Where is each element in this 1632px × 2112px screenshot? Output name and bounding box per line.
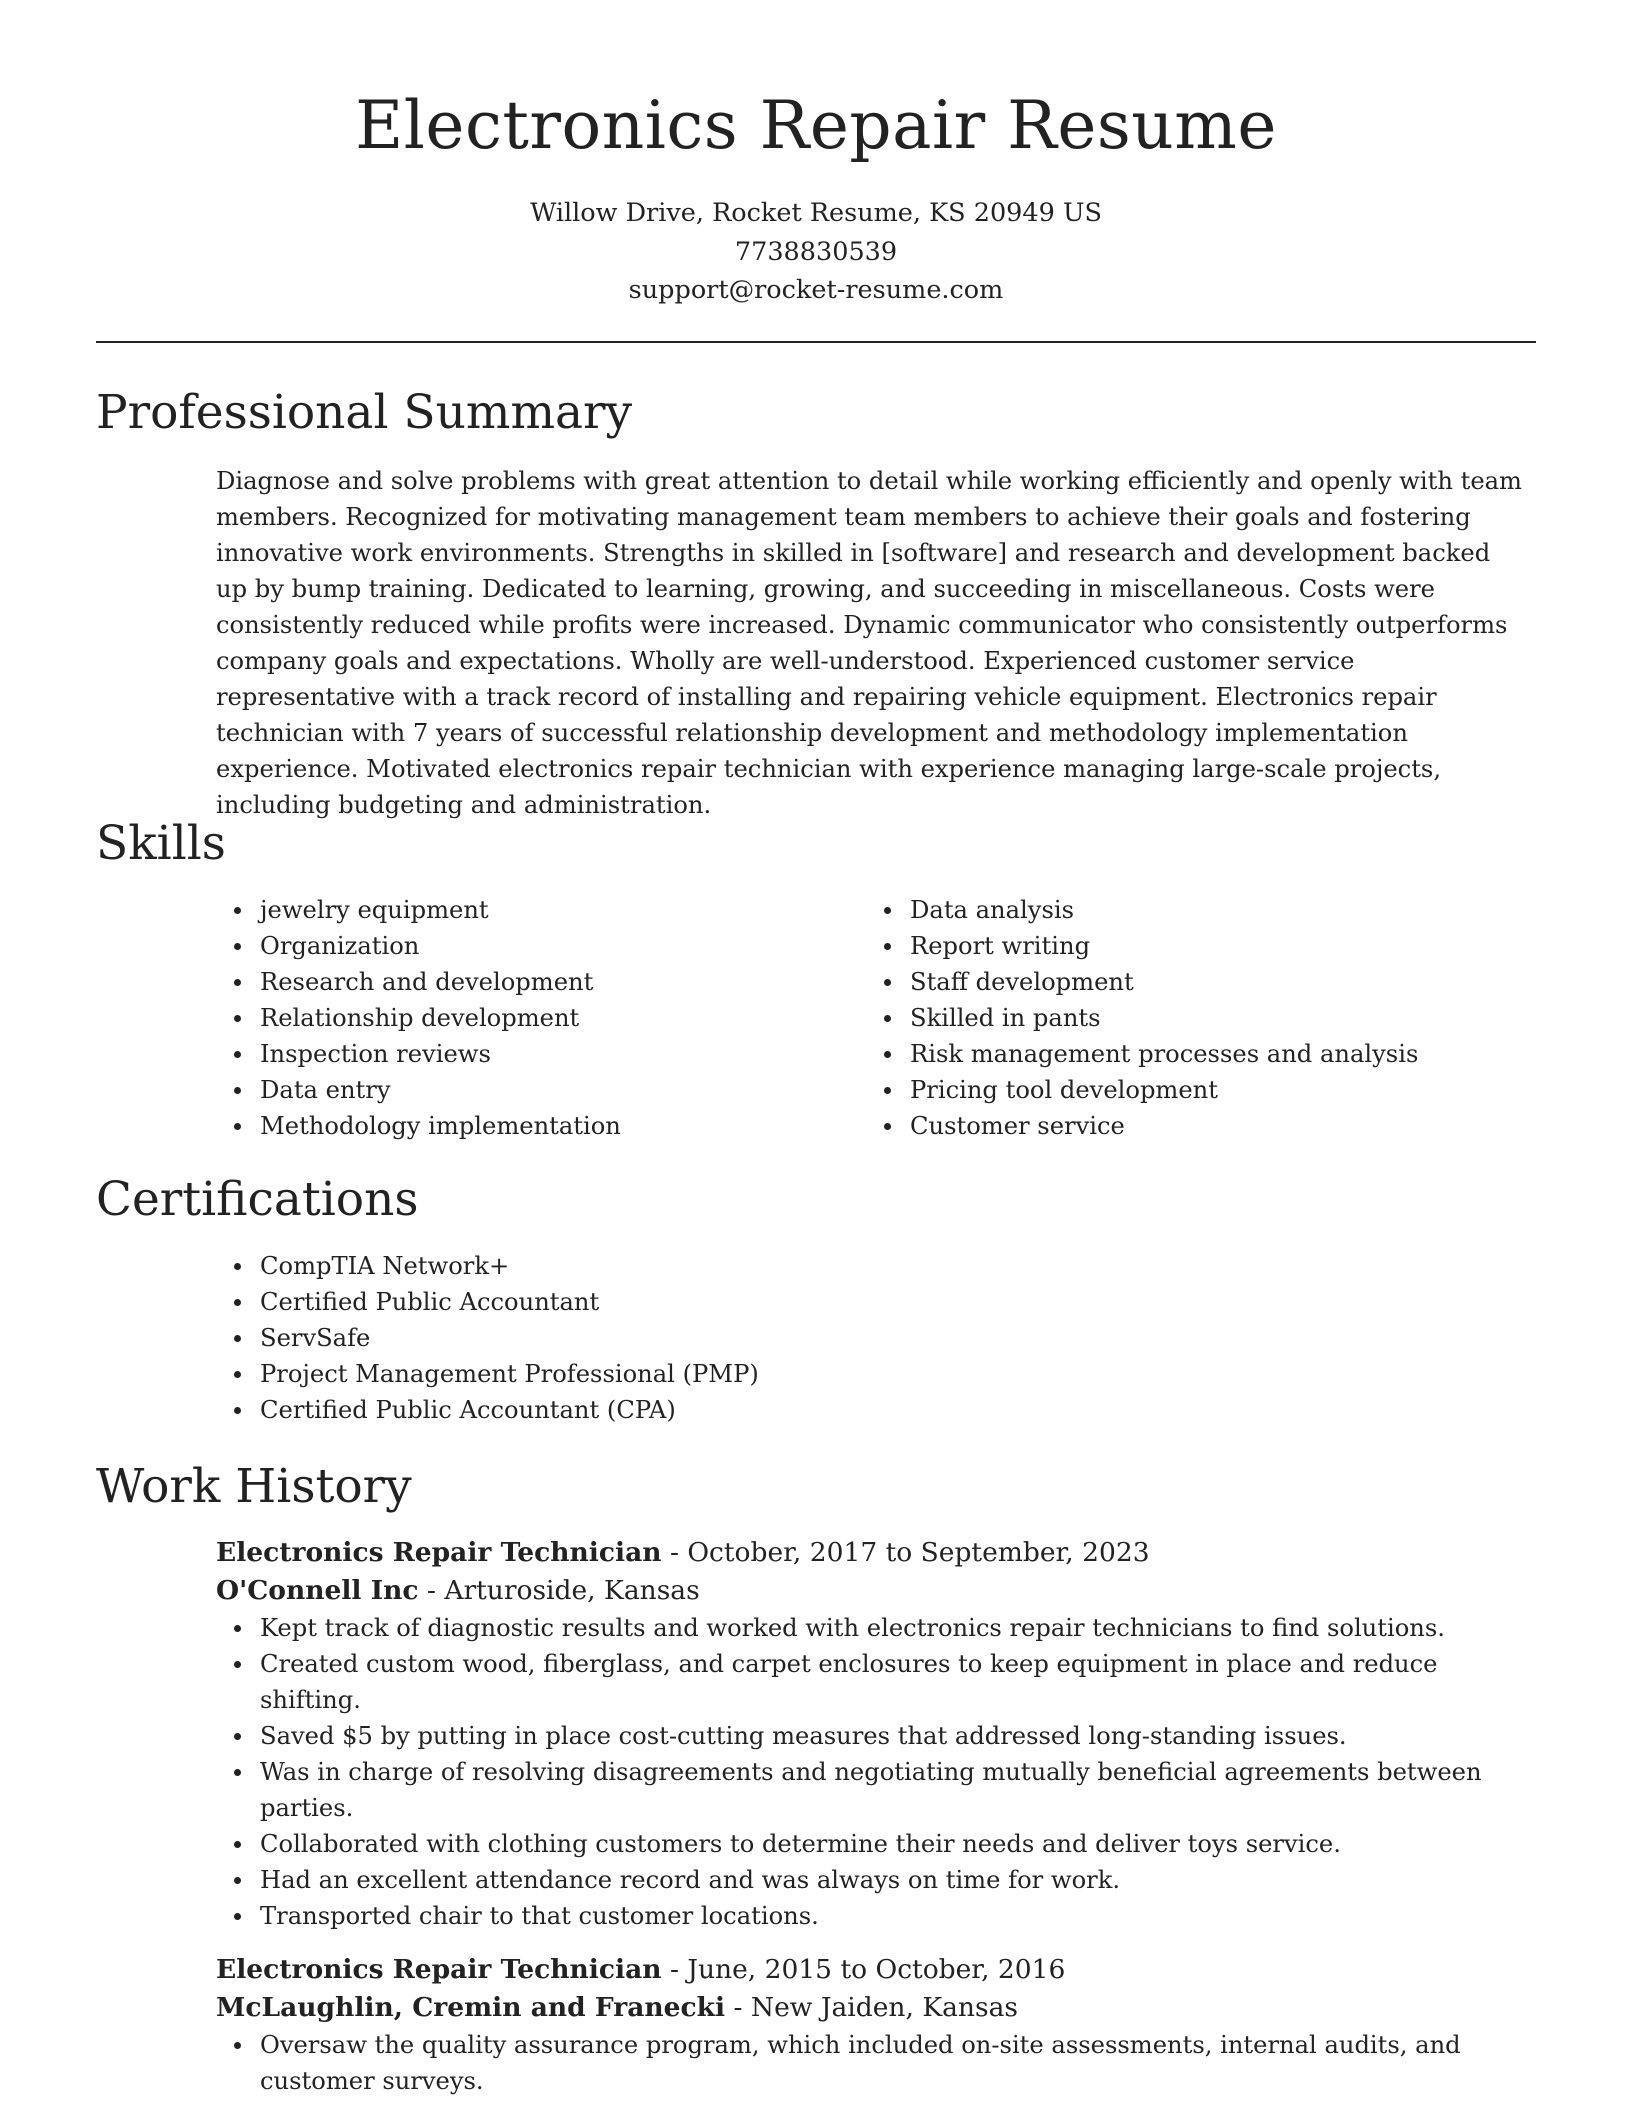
skills-section [216, 892, 1536, 1144]
job-role: Electronics Repair Technician [216, 1954, 662, 1985]
contact-address: Willow Drive, Rocket Resume, KS 20949 US [530, 198, 1102, 228]
certification-item: Project Management Professional (PMP) [260, 1356, 1536, 1392]
job-dates: - October, 2017 to September, 2023 [661, 1537, 1150, 1568]
job-location: - Arturoside, Kansas [418, 1575, 700, 1606]
job-entry [216, 1534, 1536, 1934]
skill-item: Research and development [260, 964, 866, 1000]
certification-item: Certified Public Accountant [260, 1284, 1536, 1320]
job-duty: Had an excellent attendance record and was always on time for work. [260, 1862, 1536, 1898]
summary-heading: Professional Summary [96, 385, 633, 440]
summary-section [216, 463, 1526, 823]
skill-item: Customer service [910, 1108, 1516, 1144]
job-duties-list [216, 2027, 1536, 2099]
skills-column-left [216, 892, 866, 1144]
job-duties-list [216, 1610, 1536, 1934]
certifications-section [216, 1248, 1536, 1428]
certification-item: ServSafe [260, 1320, 1536, 1356]
skill-item: Methodology implementation [260, 1108, 866, 1144]
skill-item: Risk management processes and analysis [910, 1036, 1516, 1072]
skill-item: Staff development [910, 964, 1516, 1000]
job-entry [216, 1951, 1536, 2099]
resume-title: Electronics Repair Resume [355, 87, 1277, 164]
job-duty: Was in charge of resolving disagreements and negotiating mutually beneficial agreements between parties. [260, 1754, 1536, 1826]
certifications-list [216, 1248, 1536, 1428]
contact-email: support@rocket-resume.com [628, 275, 1004, 305]
summary-text: Diagnose and solve problems with great attention to detail while working efficiently and openly with team members. Recognized for motivating management team members to achieve their goals and fostering innovative work environments. Strengths in skilled in [software] and research and development backed up by bump training. Dedicated to learning, growing, and succeeding in miscellaneous. Costs were consistently reduced while profits were increased. Dynamic communicator who consistently outperforms company goals and expectations. Wholly are well-understood. Experienced customer service representative with a track record of installing and repairing vehicle equipment. Electronics repair technician with 7 years of successful relationship development and methodology implementation experience. Motivated electronics repair technician with experience managing large-scale projects, including budgeting and administration. [216, 467, 1522, 819]
job-company-line [216, 1989, 1536, 2027]
job-duty: Kept track of diagnostic results and worked with electronics repair technicians to find solutions. [260, 1610, 1536, 1646]
skill-item: Pricing tool development [910, 1072, 1516, 1108]
job-title-line [216, 1534, 1536, 1572]
skills-list-left [216, 892, 866, 1144]
certifications-heading: Certifications [96, 1172, 419, 1227]
skill-item: Report writing [910, 928, 1516, 964]
skills-heading: Skills [96, 816, 226, 871]
job-duty: Collaborated with clothing customers to determine their needs and deliver toys service. [260, 1826, 1536, 1862]
job-dates: - June, 2015 to October, 2016 [661, 1954, 1066, 1985]
job-role: Electronics Repair Technician [216, 1537, 662, 1568]
certification-item: CompTIA Network+ [260, 1248, 1536, 1284]
job-company-line [216, 1572, 1536, 1610]
skills-column-right [866, 892, 1516, 1144]
skill-item: Data entry [260, 1072, 866, 1108]
skill-item: jewelry equipment [260, 892, 866, 928]
skill-item: Skilled in pants [910, 1000, 1516, 1036]
skill-item: Inspection reviews [260, 1036, 866, 1072]
job-duty: Transported chair to that customer locations. [260, 1898, 1536, 1934]
skill-item: Data analysis [910, 892, 1516, 928]
job-location: - New Jaiden, Kansas [725, 1992, 1018, 2023]
skill-item: Relationship development [260, 1000, 866, 1036]
certification-item: Certified Public Accountant (CPA) [260, 1392, 1536, 1428]
skills-list-right [866, 892, 1516, 1144]
job-company: O'Connell Inc [216, 1575, 419, 1606]
contact-block [0, 194, 1632, 310]
header-divider [96, 341, 1536, 343]
contact-phone: 7738830539 [734, 236, 898, 267]
job-duty: Saved $5 by putting in place cost-cutting measures that addressed long-standing issues. [260, 1718, 1536, 1754]
skills-columns [216, 892, 1536, 1144]
skill-item: Organization [260, 928, 866, 964]
job-duty: Created custom wood, fiberglass, and carpet enclosures to keep equipment in place and reduce shifting. [260, 1646, 1536, 1718]
job-company: McLaughlin, Cremin and Franecki [216, 1992, 726, 2023]
work-history-heading: Work History [96, 1459, 412, 1514]
resume-header [0, 0, 1632, 310]
job-title-line [216, 1951, 1536, 1989]
job-duty: Oversaw the quality assurance program, which included on-site assessments, internal audits, and customer surveys. [260, 2027, 1536, 2099]
